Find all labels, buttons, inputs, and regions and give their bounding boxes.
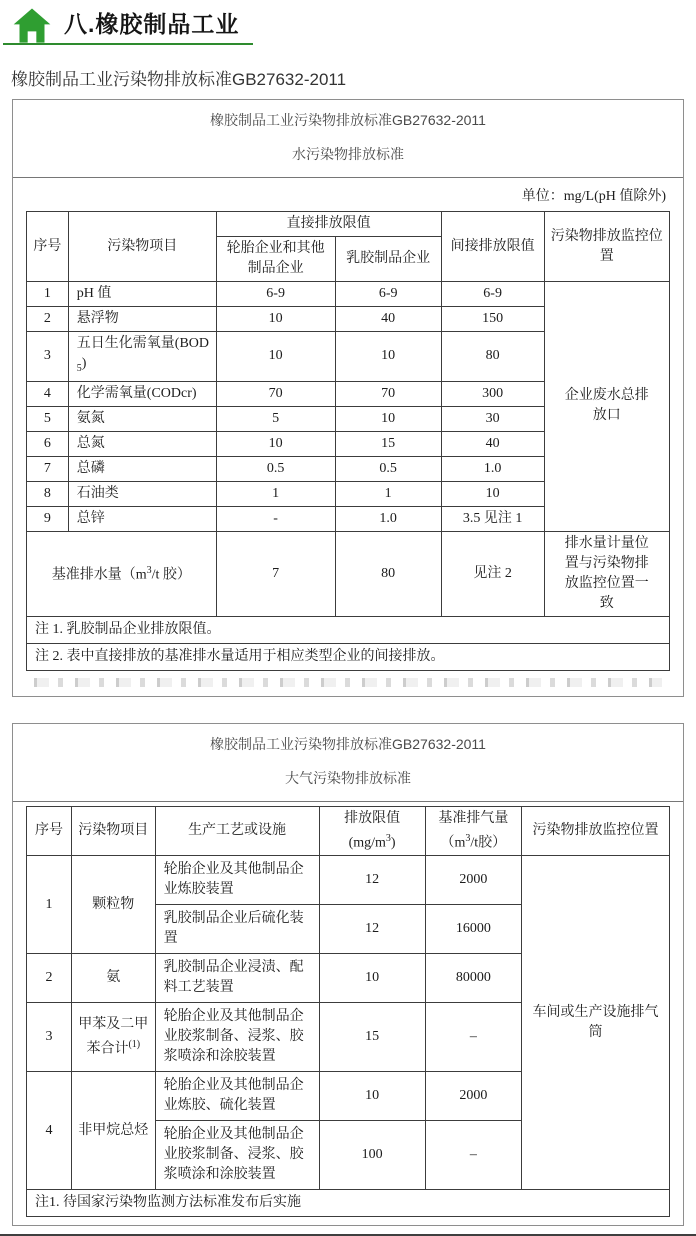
cell-latex: 80	[335, 531, 441, 616]
air-standard-card	[12, 723, 684, 1227]
air-col-limit: 排放限值 $(mg/m^3)$	[319, 806, 425, 856]
cell-flow: 2000	[425, 1072, 521, 1121]
water-note-row	[27, 643, 670, 670]
cell-limit: 10	[319, 1072, 425, 1121]
cell-latex: 40	[335, 307, 441, 332]
cell-item: 甲苯及二甲苯合计$^{(1)}$	[72, 1003, 156, 1072]
air-card-subtitle: 大气污染物排放标准	[285, 769, 411, 786]
cell-tire: 1	[216, 481, 335, 506]
cell-no: 1	[27, 856, 72, 954]
cell-limit: 12	[319, 856, 425, 905]
cell-latex: 70	[335, 381, 441, 406]
baseline-label: 基准排水量（$m^3/t$ 胶）	[27, 531, 217, 616]
cell-no: 2	[27, 954, 72, 1003]
cell-process: 乳胶制品企业后硫化装置	[155, 905, 319, 954]
cell-item: 悬浮物	[68, 307, 216, 332]
water-card-body	[13, 178, 683, 696]
cell-latex: 0.5	[335, 456, 441, 481]
cell-process: 轮胎企业及其他制品企业胶浆制备、浸浆、胶浆喷涂和涂胶装置	[155, 1121, 319, 1190]
cell-no: 5	[27, 406, 69, 431]
cell-tire: 10	[216, 332, 335, 382]
cell-no: 9	[27, 506, 69, 531]
cell-item: 氨	[72, 954, 156, 1003]
cell-no: 3	[27, 332, 69, 382]
water-baseline-row	[27, 531, 670, 616]
cell-flow: 2000	[425, 856, 521, 905]
cell-tire: 6-9	[216, 282, 335, 307]
air-note-row	[27, 1190, 670, 1217]
cell-process: 轮胎企业及其他制品企业胶浆制备、浸浆、胶浆喷涂和涂胶装置	[155, 1003, 319, 1072]
water-header-row-1	[27, 212, 670, 237]
water-monitor-cell: 企业废水总排放口	[544, 282, 669, 532]
cell-item: pH 值	[68, 282, 216, 307]
card-gap	[0, 697, 696, 723]
air-card-title: 橡胶制品工业污染物排放标准GB27632-2011	[210, 735, 486, 752]
water-note-2: 注 2. 表中直接排放的基准排水量适用于相应类型企业的间接排放。	[27, 643, 670, 670]
cell-no: 7	[27, 456, 69, 481]
cell-item: 化学需氧量(CODcr)	[68, 381, 216, 406]
baseline-monitor-cell: 排水量计量位置与污染物排放监控位置一致	[544, 531, 669, 616]
cell-indirect: 1.0	[441, 456, 544, 481]
cell-latex: 15	[335, 431, 441, 456]
water-card-subtitle: 水污染物排放标准	[292, 146, 404, 162]
cell-tire: 10	[216, 431, 335, 456]
cell-tire: 5	[216, 406, 335, 431]
water-col-no: 序号	[27, 212, 69, 282]
page-header	[0, 0, 696, 90]
cell-indirect: 30	[441, 406, 544, 431]
cell-tire: -	[216, 506, 335, 531]
cell-no: 2	[27, 307, 69, 332]
cell-indirect: 见注 2	[441, 531, 544, 616]
cell-item: 非甲烷总烃	[72, 1072, 156, 1190]
water-col-direct: 直接排放限值	[216, 212, 441, 237]
cell-tire: 70	[216, 381, 335, 406]
section-heading	[3, 6, 253, 45]
air-col-no: 序号	[27, 806, 72, 856]
air-header-row	[27, 806, 670, 856]
unit-note: 单位：mg/L(pH 值除外)	[521, 189, 666, 204]
cell-item: 总磷	[68, 456, 216, 481]
air-col-item: 污染物项目	[72, 806, 156, 856]
air-pollutant-table	[26, 806, 670, 1218]
cell-limit: 10	[319, 954, 425, 1003]
cell-latex: 1.0	[335, 506, 441, 531]
cell-tire: 7	[216, 531, 335, 616]
water-note-row	[27, 616, 670, 643]
cell-indirect: 3.5 见注 1	[441, 506, 544, 531]
air-col-flow: 基准排气量 （$m^3/t$胶）	[425, 806, 521, 856]
cell-limit: 100	[319, 1121, 425, 1190]
cell-item: 颗粒物	[72, 856, 156, 954]
air-card-body	[13, 802, 683, 1226]
cell-no: 1	[27, 282, 69, 307]
water-row	[27, 282, 670, 307]
cell-latex: 6-9	[335, 282, 441, 307]
water-card-title: 橡胶制品工业污染物排放标准GB27632-2011	[210, 112, 486, 128]
water-standard-card	[12, 99, 684, 697]
air-col-monitor: 污染物排放监控位置	[522, 806, 670, 856]
cell-process: 轮胎企业及其他制品企业炼胶装置	[155, 856, 319, 905]
cell-limit: 12	[319, 905, 425, 954]
cell-indirect: 6-9	[441, 282, 544, 307]
cell-process: 轮胎企业及其他制品企业炼胶、硫化装置	[155, 1072, 319, 1121]
air-col-process: 生产工艺或设施	[155, 806, 319, 856]
cell-flow: 16000	[425, 905, 521, 954]
cell-latex: 10	[335, 406, 441, 431]
water-col-latex: 乳胶制品企业	[335, 237, 441, 282]
cell-indirect: 40	[441, 431, 544, 456]
water-note-1: 注 1. 乳胶制品企业排放限值。	[27, 616, 670, 643]
home-icon	[12, 6, 52, 46]
cell-flow: 80000	[425, 954, 521, 1003]
water-col-monitor: 污染物排放监控位置	[544, 212, 669, 282]
cell-no: 4	[27, 1072, 72, 1190]
cell-limit: 15	[319, 1003, 425, 1072]
cell-tire: 10	[216, 307, 335, 332]
cell-item: 氨氮	[68, 406, 216, 431]
air-card-titles	[13, 724, 683, 802]
cell-process: 乳胶制品企业浸渍、配料工艺装置	[155, 954, 319, 1003]
cell-no: 6	[27, 431, 69, 456]
cell-item: 总氮	[68, 431, 216, 456]
cut-off-text-fragment	[34, 678, 662, 687]
water-col-indirect: 间接排放限值	[441, 212, 544, 282]
section-title: 八.橡胶制品工业	[64, 10, 240, 37]
cell-indirect: 80	[441, 332, 544, 382]
water-col-item: 污染物项目	[68, 212, 216, 282]
cell-no: 4	[27, 381, 69, 406]
cell-no: 3	[27, 1003, 72, 1072]
cell-latex: 1	[335, 481, 441, 506]
air-monitor-cell: 车间或生产设施排气筒	[522, 856, 670, 1190]
water-card-titles	[13, 100, 683, 178]
cell-flow: –	[425, 1121, 521, 1190]
cell-item: 石油类	[68, 481, 216, 506]
cell-flow: –	[425, 1003, 521, 1072]
doc-subtitle: 橡胶制品工业污染物排放标准GB27632-2011	[11, 70, 347, 89]
cell-item: 五日生化需氧量$(BOD_5)$	[68, 332, 216, 382]
air-note: 注1. 待国家污染物监测方法标准发布后实施	[27, 1190, 670, 1217]
cell-indirect: 150	[441, 307, 544, 332]
cell-indirect: 300	[441, 381, 544, 406]
cell-indirect: 10	[441, 481, 544, 506]
cell-latex: 10	[335, 332, 441, 382]
water-col-tire: 轮胎企业和其他制品企业	[216, 237, 335, 282]
water-pollutant-table	[26, 211, 670, 671]
cell-no: 8	[27, 481, 69, 506]
air-row	[27, 856, 670, 905]
cell-tire: 0.5	[216, 456, 335, 481]
cell-item: 总锌	[68, 506, 216, 531]
